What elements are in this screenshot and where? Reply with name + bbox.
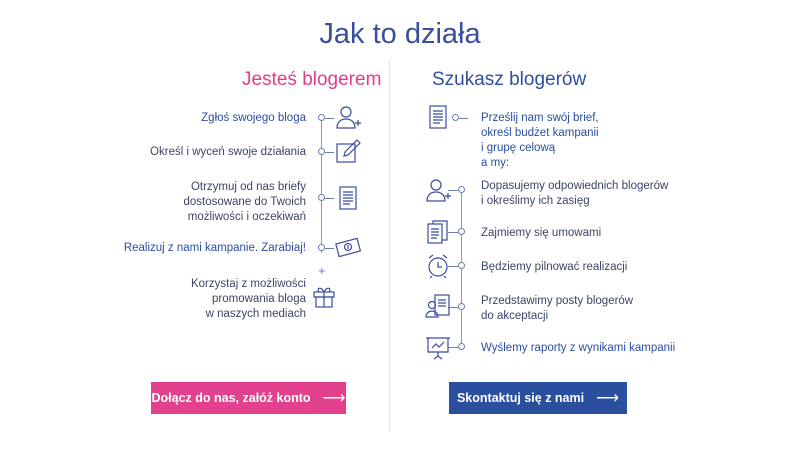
left-timeline-dot — [318, 148, 325, 155]
left-step-4: Realizuj z nami kampanie. Zarabiaj! — [123, 242, 306, 254]
left-step-2: Określ i wyceń swoje działania — [150, 146, 306, 158]
left-connector — [325, 248, 334, 249]
right-step-4: Będziemy pilnować realizacji — [481, 261, 628, 273]
right-connector — [459, 118, 468, 119]
right-timeline-dot — [458, 186, 465, 193]
right-timeline-line — [461, 190, 462, 350]
right-step-3: Zajmiemy się umowami — [481, 227, 602, 239]
right-step-5: Przedstawimy posty blogerów do akceptacji — [481, 295, 634, 322]
right-timeline-dot — [452, 114, 459, 121]
left-step-5: Korzystaj z możliwości promowania bloga w naszych mediach — [190, 278, 306, 320]
join-button-label: Dołącz do nas, załóż konto — [151, 391, 311, 405]
plus-sign: + — [318, 263, 326, 278]
presentation-icon — [425, 334, 451, 360]
contact-button-label: Skontaktuj się z nami — [456, 391, 585, 405]
left-step-1: Zgłoś swojego bloga — [201, 112, 306, 124]
left-connector — [325, 118, 334, 119]
gift-icon — [311, 283, 337, 309]
left-timeline-line — [321, 118, 322, 253]
right-step-1: Prześlij nam swój brief, określ budżet kampanii i grupę celową a my: — [481, 112, 599, 169]
documents-icon — [425, 219, 451, 245]
user-plus-icon — [335, 104, 361, 130]
arrow-right-icon: ⟶ — [322, 390, 346, 407]
right-timeline-dot — [458, 343, 465, 350]
right-step-2: Dopasujemy odpowiednich blogerów i określimy ich zasięg — [481, 180, 669, 207]
left-connector — [325, 198, 334, 199]
right-timeline-dot — [458, 228, 465, 235]
right-step-6: Wyślemy raporty z wynikami kampanii — [481, 342, 676, 354]
edit-icon — [335, 139, 361, 165]
right-heading: Szukasz blogerów — [432, 69, 587, 90]
left-timeline-dot — [318, 194, 325, 201]
left-heading: Jesteś blogerem — [242, 69, 382, 90]
alarm-clock-icon — [425, 253, 451, 279]
document-icon — [335, 185, 361, 211]
document-icon — [425, 104, 451, 130]
contact-button[interactable] — [449, 382, 627, 414]
person-document-icon — [425, 293, 451, 319]
join-button[interactable] — [151, 382, 346, 414]
money-icon — [335, 234, 361, 260]
right-timeline-dot — [458, 262, 465, 269]
left-connector — [325, 152, 334, 153]
page-title: Jak to działa — [319, 18, 481, 50]
left-timeline-dot — [318, 114, 325, 121]
left-timeline-dot — [318, 244, 325, 251]
arrow-right-icon: ⟶ — [596, 390, 620, 407]
left-step-3: Otrzymuj od nas briefy dostosowane do Twoich możliwości i oczekiwań — [183, 181, 306, 223]
user-plus-icon — [425, 177, 451, 203]
right-timeline-dot — [458, 303, 465, 310]
column-divider — [389, 60, 390, 432]
